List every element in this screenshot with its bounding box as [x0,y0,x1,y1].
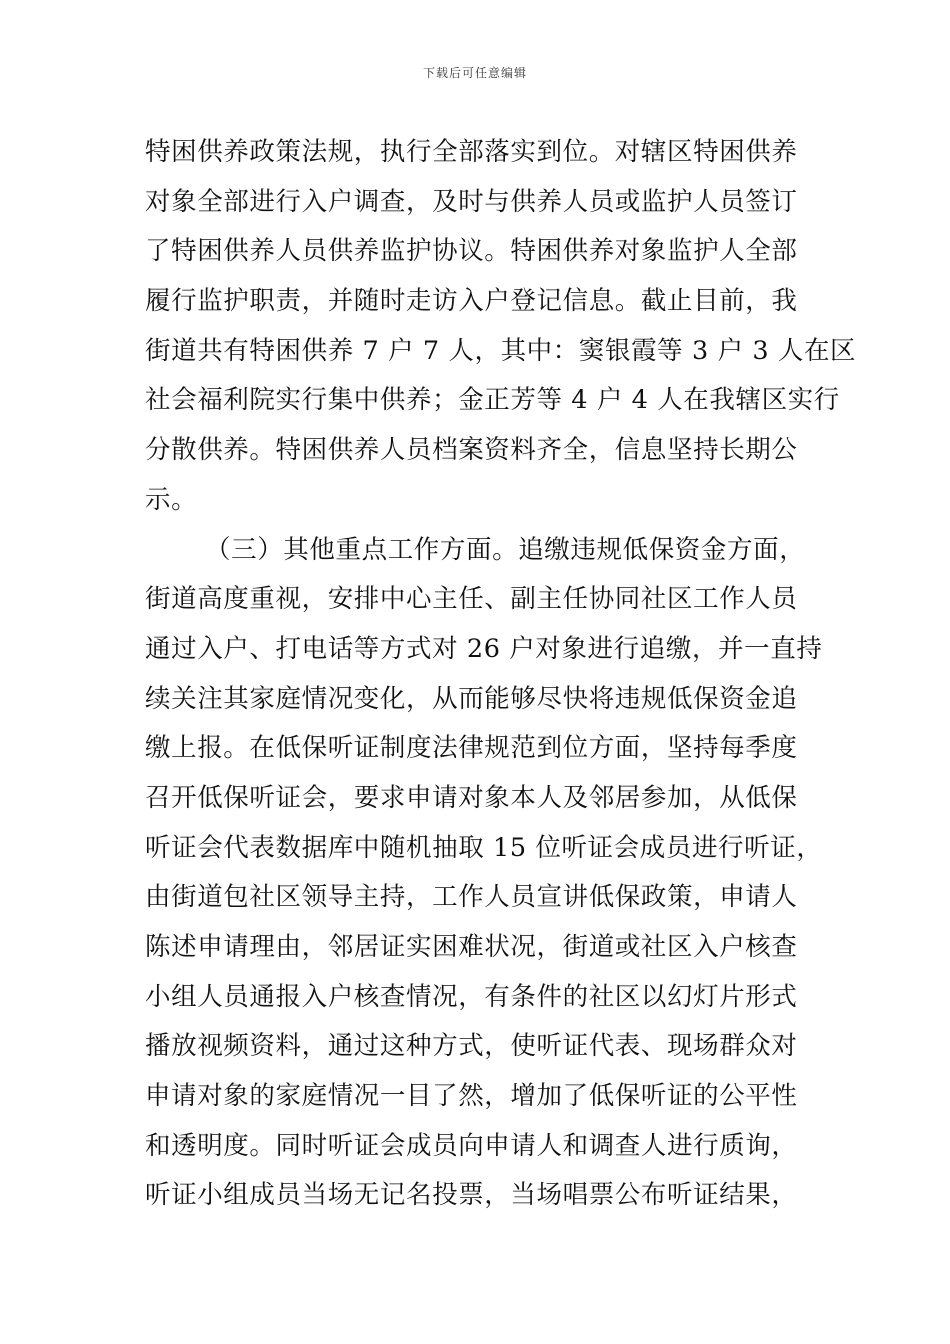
text-line: 听证小组成员当场无记名投票，当场唱票公布听证结果， [145,1180,798,1211]
text-line: 由街道包社区领导主持，工作人员宣讲低保政策，申请人 [145,882,798,913]
text-line: 续关注其家庭情况变化，从而能够尽快将违规低保资金追 [145,683,798,714]
text-line: 召开低保听证会，要求申请对象本人及邻居参加，从低保 [145,782,798,813]
page-header-note: 下载后可任意编辑 [422,66,527,80]
text-line: 和透明度。同时听证会成员向申请人和调查人进行质询， [145,1130,798,1161]
text-line: 分散供养。特困供养人员档案资料齐全，信息坚持长期公 [145,435,798,466]
text-line: 播放视频资料，通过这种方式，使听证代表、现场群众对 [145,1031,798,1062]
text-line: 听证会代表数据库中随机抽取 15 位听证会成员进行听证， [145,832,823,863]
text-line: 示。 [145,484,198,515]
text-line: 申请对象的家庭情况一目了然，增加了低保听证的公平性 [145,1081,798,1112]
text-line: 特困供养政策法规，执行全部落实到位。对辖区特困供养 [145,137,798,167]
document-body [145,128,857,1221]
text-line: 对象全部进行入户调查，及时与供养人员或监护人员签订 [145,186,798,217]
text-line: 缴上报。在低保听证制度法律规范到位方面，坚持每季度 [145,733,798,764]
text-line: 街道共有特困供养 7 户 7 人，其中：窦银霞等 3 户 3 人在区 [145,335,857,366]
text-line: 了特困供养人员供养监护协议。特困供养对象监护人全部 [145,236,798,267]
text-line: 履行监护职责，并随时走访入户登记信息。截止目前，我 [145,286,798,317]
text-line: 陈述申请理由，邻居证实困难状况，街道或社区入户核查 [145,932,798,962]
text-line: 通过入户、打电话等方式对 26 户对象进行追缴，并一直持 [145,633,823,664]
text-line: 社会福利院实行集中供养；金正芳等 4 户 4 人在我辖区实行 [145,385,840,416]
text-line: 小组人员通报入户核查情况，有条件的社区以幻灯片形式 [145,981,798,1012]
paragraph-heading-line: （三）其他重点工作方面。追缴违规低保资金方面， [205,534,806,565]
text-line: 街道高度重视，安排中心主任、副主任协同社区工作人员 [145,584,798,615]
